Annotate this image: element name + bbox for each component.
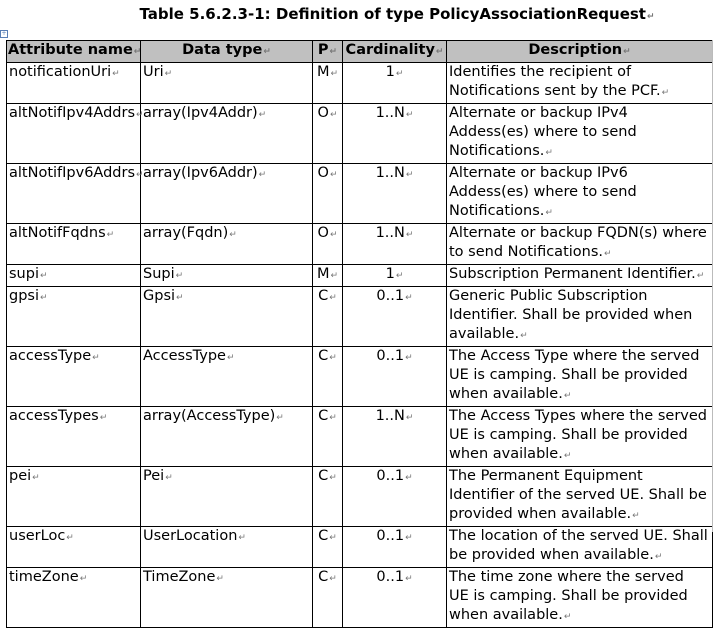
table-row: [7, 265, 713, 287]
table-row: [7, 224, 713, 265]
table-row: [7, 407, 713, 467]
table-row: [7, 347, 713, 407]
page-edge-divider: [712, 40, 713, 532]
cell-description: Alternate or backup FQDN(s) where to send Notifications.↵: [447, 224, 713, 265]
cell-data-type: array(Fqdn)↵: [141, 224, 313, 265]
cell-cardinality: 1..N↵: [343, 407, 447, 467]
cell-attribute-name: altNotifFqdns↵: [7, 224, 141, 265]
cell-description: Generic Public Subscription Identifier. Shall be provided when available.↵: [447, 287, 713, 347]
cell-data-type: array(AccessType)↵: [141, 407, 313, 467]
cell-presence: C↵: [313, 347, 343, 407]
cell-data-type: Uri↵: [141, 63, 313, 104]
table-row: [7, 568, 713, 628]
cell-data-type: TimeZone↵: [141, 568, 313, 628]
cell-cardinality: 1↵: [343, 63, 447, 104]
cell-cardinality: 0..1↵: [343, 527, 447, 568]
cell-data-type: AccessType↵: [141, 347, 313, 407]
cell-attribute-name: pei↵: [7, 467, 141, 527]
cell-cardinality: 1..N↵: [343, 224, 447, 265]
cell-attribute-name: supi↵: [7, 265, 141, 287]
table-row: [7, 164, 713, 224]
cell-description: The Access Type where the served UE is camping. Shall be provided when available.↵: [447, 347, 713, 407]
cell-presence: C↵: [313, 568, 343, 628]
header-data-type: Data type↵: [141, 41, 313, 63]
cell-cardinality: 1..N↵: [343, 104, 447, 164]
cell-attribute-name: gpsi↵: [7, 287, 141, 347]
cell-presence: M↵: [313, 63, 343, 104]
cell-presence: O↵: [313, 104, 343, 164]
cell-description: The Access Types where the served UE is camping. Shall be provided when available.↵: [447, 407, 713, 467]
header-row: [7, 41, 713, 63]
table-row: [7, 104, 713, 164]
cell-description: The time zone where the served UE is camping. Shall be provided when available.↵: [447, 568, 713, 628]
cell-presence: M↵: [313, 265, 343, 287]
cell-description: Subscription Permanent Identifier.↵: [447, 265, 713, 287]
cell-presence: C↵: [313, 527, 343, 568]
cell-data-type: array(Ipv4Addr)↵: [141, 104, 313, 164]
table-row: [7, 63, 713, 104]
cell-data-type: array(Ipv6Addr)↵: [141, 164, 313, 224]
header-description: Description↵: [447, 41, 713, 63]
cell-cardinality: 0..1↵: [343, 287, 447, 347]
table-row: [7, 467, 713, 527]
table-title: [0, 5, 714, 23]
cell-description: Alternate or backup IPv6 Addess(es) where to send Notifications.↵: [447, 164, 713, 224]
paragraph-mark: ↵: [646, 12, 655, 22]
cell-description: The Permanent Equipment Identifier of the served UE. Shall be provided when available.↵: [447, 467, 713, 527]
cell-cardinality: 0..1↵: [343, 347, 447, 407]
cell-presence: C↵: [313, 287, 343, 347]
cell-description: The location of the served UE. Shall be provided when available.↵: [447, 527, 713, 568]
cell-presence: O↵: [313, 224, 343, 265]
table-title-text: Table 5.6.2.3-1: Definition of type PolicyAssociationRequest: [139, 5, 646, 23]
cell-data-type: Supi↵: [141, 265, 313, 287]
header-presence: P↵: [313, 41, 343, 63]
cell-attribute-name: accessType↵: [7, 347, 141, 407]
cell-attribute-name: altNotifIpv4Addrs↵: [7, 104, 141, 164]
cell-cardinality: 0..1↵: [343, 568, 447, 628]
cell-data-type: Pei↵: [141, 467, 313, 527]
cell-attribute-name: userLoc↵: [7, 527, 141, 568]
cell-description: Identifies the recipient of Notifications sent by the PCF.↵: [447, 63, 713, 104]
cell-cardinality: 1..N↵: [343, 164, 447, 224]
cell-cardinality: 1↵: [343, 265, 447, 287]
cell-data-type: UserLocation↵: [141, 527, 313, 568]
cell-data-type: Gpsi↵: [141, 287, 313, 347]
header-attribute-name: Attribute name↵: [7, 41, 141, 63]
cell-presence: C↵: [313, 467, 343, 527]
cell-presence: O↵: [313, 164, 343, 224]
table-anchor-icon[interactable]: +: [1, 30, 7, 37]
cell-cardinality: 0..1↵: [343, 467, 447, 527]
table-row: [7, 527, 713, 568]
cell-attribute-name: altNotifIpv6Addrs↵: [7, 164, 141, 224]
cell-description: Alternate or backup IPv4 Addess(es) where to send Notifications.↵: [447, 104, 713, 164]
cell-attribute-name: accessTypes↵: [7, 407, 141, 467]
cell-attribute-name: notificationUri↵: [7, 63, 141, 104]
cell-presence: C↵: [313, 407, 343, 467]
definition-table: [6, 40, 713, 628]
table-row: [7, 287, 713, 347]
cell-attribute-name: timeZone↵: [7, 568, 141, 628]
header-cardinality: Cardinality↵: [343, 41, 447, 63]
